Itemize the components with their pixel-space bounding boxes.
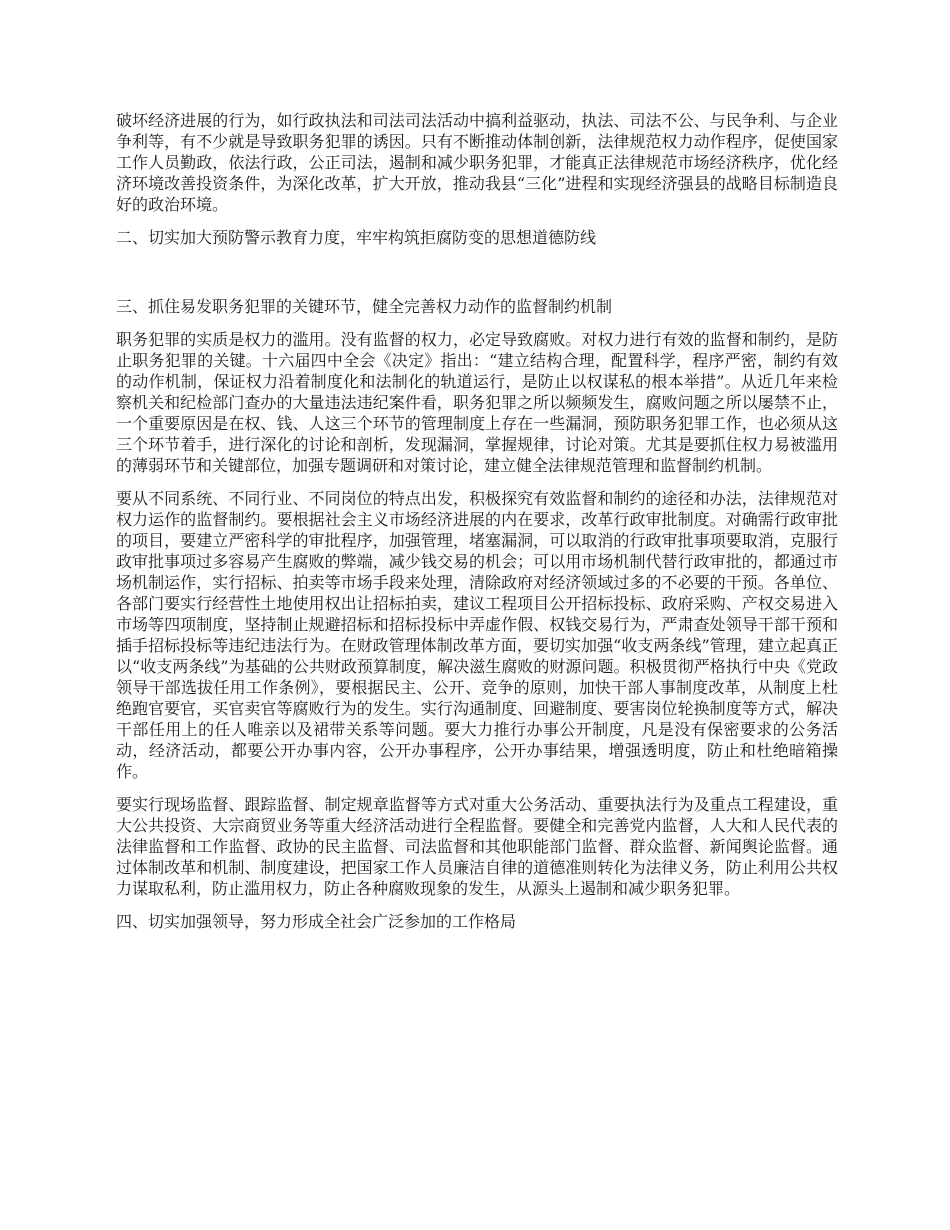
paragraph-3-1: 职务犯罪的实质是权力的滥用。没有监督的权力，必定导致腐败。对权力进行有效的监督和制约，是防止职务犯罪的关键。十六届四中全会《决定》指出：“建立结构合理，配置科学，程序严密，制约有效的动作机制，保证权力沿着制度化和法制化的轨道运行，是防止以权谋私的根本举措”。从近几年来检察机关和纪检部门查办的大量违法违纪案件看，职务犯罪之所以频频发生，腐败问题之所以屡禁不止，一个重要原因是在权、钱、人这三个环节的管理制度上存在一些漏洞，预防职务犯罪工作，也必须从这三个环节着手，进行深化的讨论和剖析，发现漏洞，掌握规律，讨论对策。尤其是要抓住权力易被滥用的薄弱环节和关键部位，加强专题调研和对策讨论，建立健全法律规范管理和监督制约机制。: [116, 330, 838, 475]
paragraph-3-2: 要从不同系统、不同行业、不同岗位的特点出发，积极探究有效监督和制约的途径和办法，法律规范对权力运作的监督制约。要根据社会主义市场经济进展的内在要求，改革行政审批制度。对确需行政审批的项目，要建立严密科学的审批程序，加强管理，堵塞漏洞，可以取消的行政审批事项要取消，克服行政审批事项过多容易产生腐败的弊端，减少钱交易的机会；可以用市场机制代替行政审批的，都通过市场机制运作，实行招标、拍卖等市场手段来处理，清除政府对经济领域过多的不必要的干预。各单位、各部门要实行经营性土地使用权出让招标拍卖，建议工程项目公开招标投标、政府采购、产权交易进入市场等四项制度，坚持制止规避招标和招标投标中弄虚作假、权钱交易行为，严肃查处领导干部干预和插手招标投标等违纪违法行为。在财政管理体制改革方面，要切实加强“收支两条线”管理，建立起真正以“收支两条线”为基础的公共财政预算制度，解决滋生腐败的财源问题。积极贯彻严格执行中央《党政领导干部选拔任用工作条例》，要根据民主、公开、竞争的原则，加快干部人事制度改革，从制度上杜绝跑官要官，买官卖官等腐败行为的发生。实行沟通制度、回避制度、要害岗位轮换制度等方式，解决干部任用上的任人唯亲以及裙带关系等问题。要大力推行办事公开制度，凡是没有保密要求的公务活动，经济活动，都要公开办事内容，公开办事程序，公开办事结果，增强透明度，防止和杜绝暗箱操作。: [116, 489, 838, 781]
section-heading-2: 二、切实加大预防警示教育力度，牢牢构筑拒腐防变的思想道德防线: [116, 228, 597, 247]
section-heading-4: 四、切实加强领导，努力形成全社会广泛参加的工作格局: [116, 912, 517, 931]
document-body: [116, 110, 838, 944]
section-gap: [116, 260, 838, 296]
paragraph-intro: 破坏经济进展的行为，如行政执法和司法司法活动中搞利益驱动，执法、司法不公、与民争利、与企业争利等，有不少就是导致职务犯罪的诱因。只有不断推动体制创新，法律规范权力动作程序，促使国家工作人员勤政，依法行政，公正司法，遏制和减少职务犯罪，才能真正法律规范市场经济秩序，优化经济环境改善投资条件，为深化改革，扩大开放，推动我县“三化”进程和实现经济强县的战略目标制造良好的政治环境。: [116, 111, 838, 214]
section-heading-3: 三、抓住易发职务犯罪的关键环节，健全完善权力动作的监督制约机制: [116, 297, 613, 316]
paragraph-3-3: 要实行现场监督、跟踪监督、制定规章监督等方式对重大公务活动、重要执法行为及重点工程建设，重大公共投资、大宗商贸业务等重大经济活动进行全程监督。要健全和完善党内监督，人大和人民代表的法律监督和工作监督、政协的民主监督、司法监督和其他职能部门监督、群众监督、新闻舆论监督。通过体制改革和机制、制度建设，把国家工作人员廉洁自律的道德准则转化为法律义务，防止利用公共权力谋取私利，防止滥用权力，防止各种腐败现象的发生，从源头上遏制和减少职务犯罪。: [116, 795, 838, 898]
